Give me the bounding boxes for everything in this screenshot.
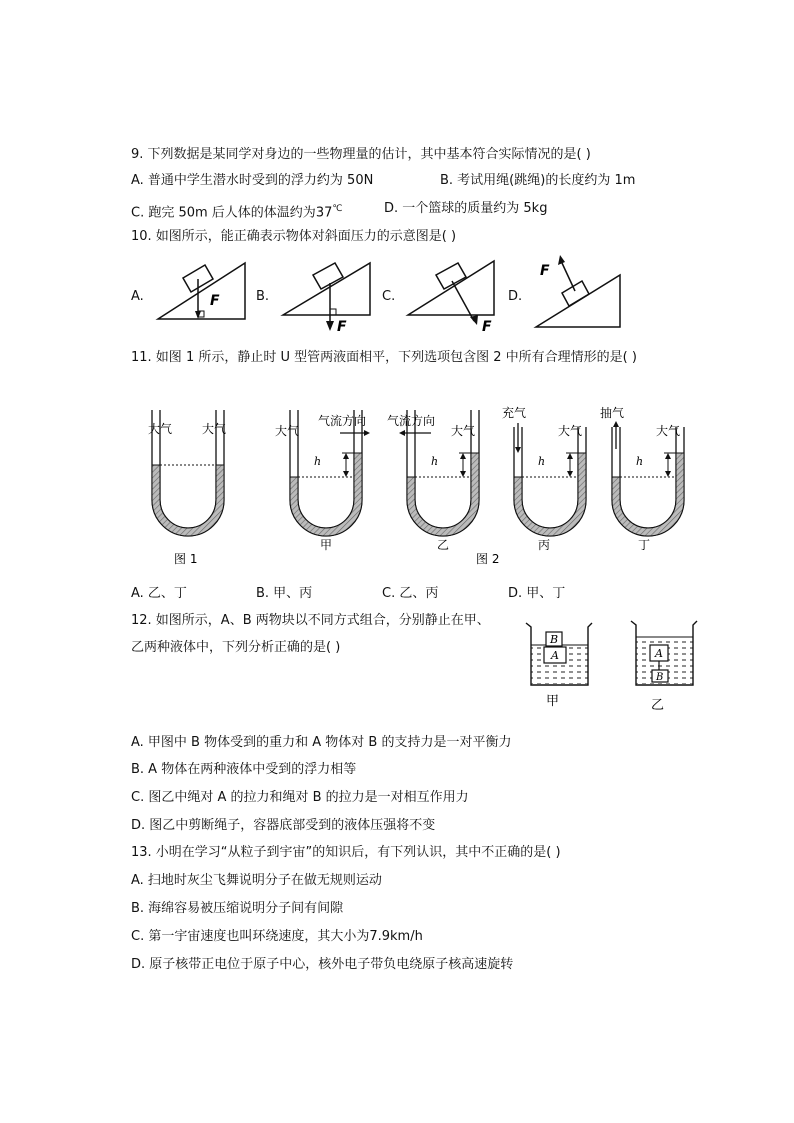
- q12-option-b: B. A 物体在两种液体中受到的浮力相等: [131, 762, 357, 777]
- q12-beaker-figures: [520, 615, 700, 715]
- q10-option-b-label: B.: [256, 289, 270, 304]
- yi-block-b: B: [656, 672, 664, 683]
- q9-option-a: A. 普通中学生潜水时受到的浮力约为 50N: [131, 173, 374, 188]
- q13-option-a: A. 扫地时灰尘飞舞说明分子在做无规则运动: [131, 873, 382, 888]
- fig1-atm-left: 大气: [148, 422, 173, 436]
- q11-option-d: D. 甲、丁: [508, 586, 566, 601]
- ding-atm: 大气: [656, 424, 681, 438]
- fig1-caption: 图 1: [174, 552, 198, 566]
- q9-option-d: D. 一个篮球的质量约为 5kg: [384, 201, 548, 216]
- q12-option-a: A. 甲图中 B 物体受到的重力和 A 物体对 B 的支持力是一对平衡力: [131, 735, 512, 750]
- jia-h-label: h: [314, 455, 322, 468]
- q10-force-label-c: F: [482, 319, 492, 335]
- q9-stem: 9. 下列数据是某同学对身边的一些物理量的估计，其中基本符合实际情况的是( ): [131, 147, 591, 162]
- q11-option-b: B. 甲、丙: [256, 586, 313, 601]
- q10-stem: 10. 如图所示，能正确表示物体对斜面压力的示意图是( ): [131, 229, 457, 244]
- q11-u-tube-figures: [140, 405, 700, 575]
- jia-caption: 甲: [320, 538, 333, 552]
- jia-block-a: A: [551, 649, 559, 662]
- q11-option-a: A. 乙、丁: [131, 586, 187, 601]
- bing-h-label: h: [538, 455, 546, 468]
- ding-caption: 丁: [638, 538, 651, 552]
- yi-airflow: 气流方向: [387, 414, 436, 428]
- q10-figure-b: [275, 255, 380, 335]
- q10-figure-d: [530, 255, 630, 333]
- q10-option-d-label: D.: [508, 289, 523, 304]
- q9-option-c: [131, 201, 342, 221]
- q13-option-c: C. 第一宇宙速度也叫环绕速度，其大小为7.9km/h: [131, 929, 423, 944]
- q9-option-c-text: C. 跑完 50m 后人体的体温约为: [131, 205, 316, 221]
- ding-pump: 抽气: [600, 406, 625, 420]
- q12-stem-line2: 乙两种液体中，下列分析正确的是( ): [131, 640, 341, 655]
- jia-beaker-caption: 甲: [546, 694, 560, 709]
- fig2-caption: 图 2: [476, 552, 500, 566]
- bing-caption: 丙: [538, 538, 551, 552]
- yi-h-label: h: [431, 455, 439, 468]
- q13-option-d: D. 原子核带正电位于原子中心，核外电子带负电绕原子核高速旋转: [131, 957, 514, 972]
- q9-option-b: B. 考试用绳(跳绳)的长度约为 1m: [440, 173, 636, 188]
- jia-atm: 大气: [275, 424, 300, 438]
- q10-option-a-label: A.: [131, 289, 144, 304]
- fig1-atm-right: 大气: [202, 422, 227, 436]
- beaker-yi: [631, 621, 697, 713]
- q11-option-c: C. 乙、丙: [382, 586, 439, 601]
- u-tube-yi: [387, 410, 479, 552]
- q9-option-c-value: 37: [315, 205, 333, 221]
- q10-figure-a: [150, 255, 250, 330]
- u-tube-ding: [600, 405, 684, 552]
- jia-airflow: 气流方向: [318, 414, 367, 428]
- q12-option-c: C. 图乙中绳对 A 的拉力和绳对 B 的拉力是一对相互作用力: [131, 790, 469, 805]
- ding-h-label: h: [636, 455, 644, 468]
- bing-atm: 大气: [558, 424, 583, 438]
- q12-option-d: D. 图乙中剪断绳子，容器底部受到的液体压强将不变: [131, 818, 436, 833]
- q12-stem-line1: 12. 如图所示，A、B 两物块以不同方式组合，分别静止在甲、: [131, 613, 490, 628]
- q10-figure-c: [402, 255, 507, 337]
- q10-option-c-label: C.: [382, 289, 396, 304]
- q9-option-c-unit: ℃: [332, 204, 343, 214]
- q10-force-label-b: F: [337, 319, 347, 335]
- yi-beaker-caption: 乙: [651, 698, 665, 713]
- u-tube-bing: [502, 405, 586, 552]
- q13-stem: 13. 小明在学习“从粒子到宇宙”的知识后，有下列认识，其中不正确的是( ): [131, 845, 561, 860]
- yi-block-a: A: [655, 647, 663, 660]
- bing-inflate: 充气: [502, 406, 527, 420]
- jia-block-b: B: [550, 633, 559, 646]
- u-tube-fig1: [148, 410, 226, 566]
- q13-option-b: B. 海绵容易被压缩说明分子间有间隙: [131, 901, 344, 916]
- u-tube-jia: [275, 410, 370, 552]
- q10-force-label-a: F: [210, 293, 220, 309]
- yi-atm: 大气: [451, 424, 476, 438]
- q10-force-label-d: F: [540, 263, 550, 279]
- beaker-jia: [526, 623, 592, 709]
- yi-caption: 乙: [437, 538, 450, 552]
- q11-stem: 11. 如图 1 所示，静止时 U 型管两液面相平，下列选项包含图 2 中所有合理情形的是( ): [131, 350, 637, 365]
